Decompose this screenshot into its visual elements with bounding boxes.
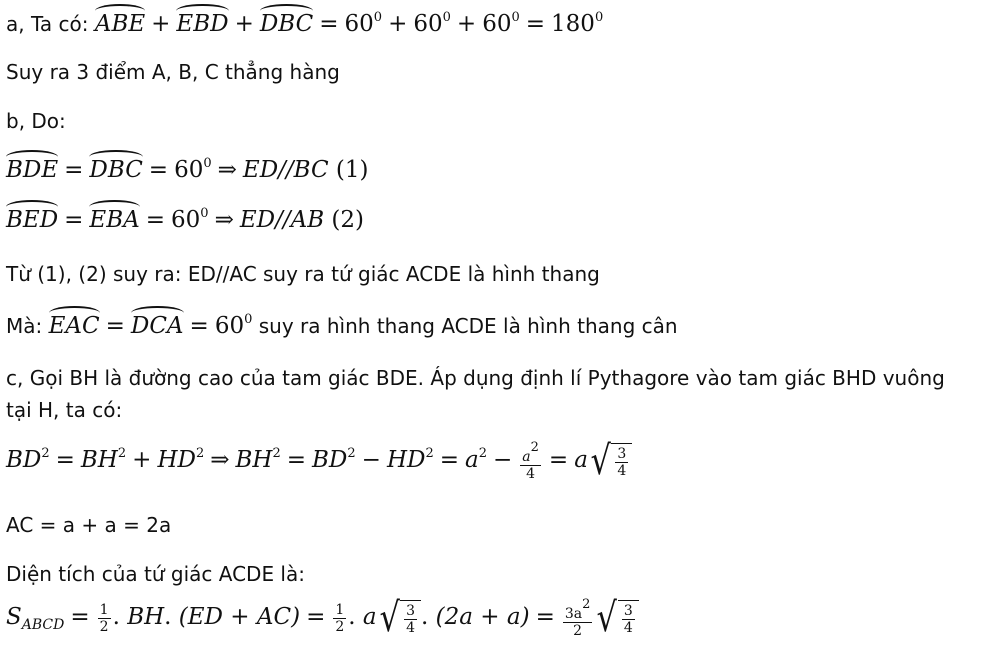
line-9: $BD^2 = BH^2 + HD^2$ ⇒ $BH^2 = BD^2 - HD^2 = a^2$ − $\frac{a^2}{4}$ = a √ $\frac{3}{4}$ <box>6 440 632 482</box>
angle-ebd: EBD <box>176 4 228 37</box>
equation-tag-2: (2) <box>331 207 365 233</box>
angle-bde: BDE <box>6 150 58 183</box>
line-3: b, Do: <box>6 109 66 133</box>
line-5: BED = EBA = $60^0$ ⇒ ED//AB (2) <box>6 200 364 233</box>
sqrt-3-over-4: √ $\frac{3}{4}$ <box>588 441 632 481</box>
angle-dca: DCA <box>131 306 184 339</box>
line-11: Diện tích của tứ giác ACDE là: <box>6 562 305 586</box>
angle-eba: EBA <box>89 200 139 233</box>
parallel-ed-bc: ED//BC <box>242 157 329 183</box>
angle-dbc: DBC <box>89 150 142 183</box>
angle-eac: EAC <box>49 306 100 339</box>
fraction-one-half: $\frac{1}{2}$ <box>99 601 109 635</box>
line-4: BDE = DBC = $60^0$ ⇒ ED//BC (1) <box>6 150 368 183</box>
line-8b: tại H, ta có: <box>6 398 123 422</box>
parallel-ed-ab: ED//AB <box>239 207 325 233</box>
fraction-3a2-over-2: $\frac{3a^2}{2}$ <box>564 597 591 639</box>
line-7: Mà: EAC = DCA = $60^0$ suy ra hình thang ACDE là hình thang cân <box>6 306 678 339</box>
line-10: AC = a + a = 2a <box>6 513 172 537</box>
part-label-a: a, Ta có: <box>6 12 89 36</box>
line-12: $S_{ABCD}$ = $\frac{1}{2}$ . BH. (ED + AC) = $\frac{1}{2}$ . a √ $\frac{3}{4}$ . (2a + a) = $\frac{3a^2}{2}$ √ $\frac{3}{4}$ <box>6 597 639 639</box>
angle-dbc: DBC <box>260 4 313 37</box>
angle-sum: 180 <box>551 11 595 37</box>
angle-bed: BED <box>6 200 58 233</box>
angle-abe: ABE <box>95 4 145 37</box>
line-2: Suy ra 3 điểm A, B, C thẳng hàng <box>6 60 340 84</box>
line-1: a, Ta có: ABE + EBD + DBC = $60^0 + 60^0 + 60^0 = 180^0$ <box>6 4 603 37</box>
equation-tag-1: (1) <box>335 157 369 183</box>
line-6: Từ (1), (2) suy ra: ED//AC suy ra tứ giác ACDE là hình thang <box>6 262 600 286</box>
fraction-a2-over-4: $\frac{a^2}{4}$ <box>522 440 539 482</box>
line-8a: c, Gọi BH là đường cao của tam giác BDE. Áp dụng định lí Pythagore vào tam giác BHD vuông <box>6 366 945 390</box>
